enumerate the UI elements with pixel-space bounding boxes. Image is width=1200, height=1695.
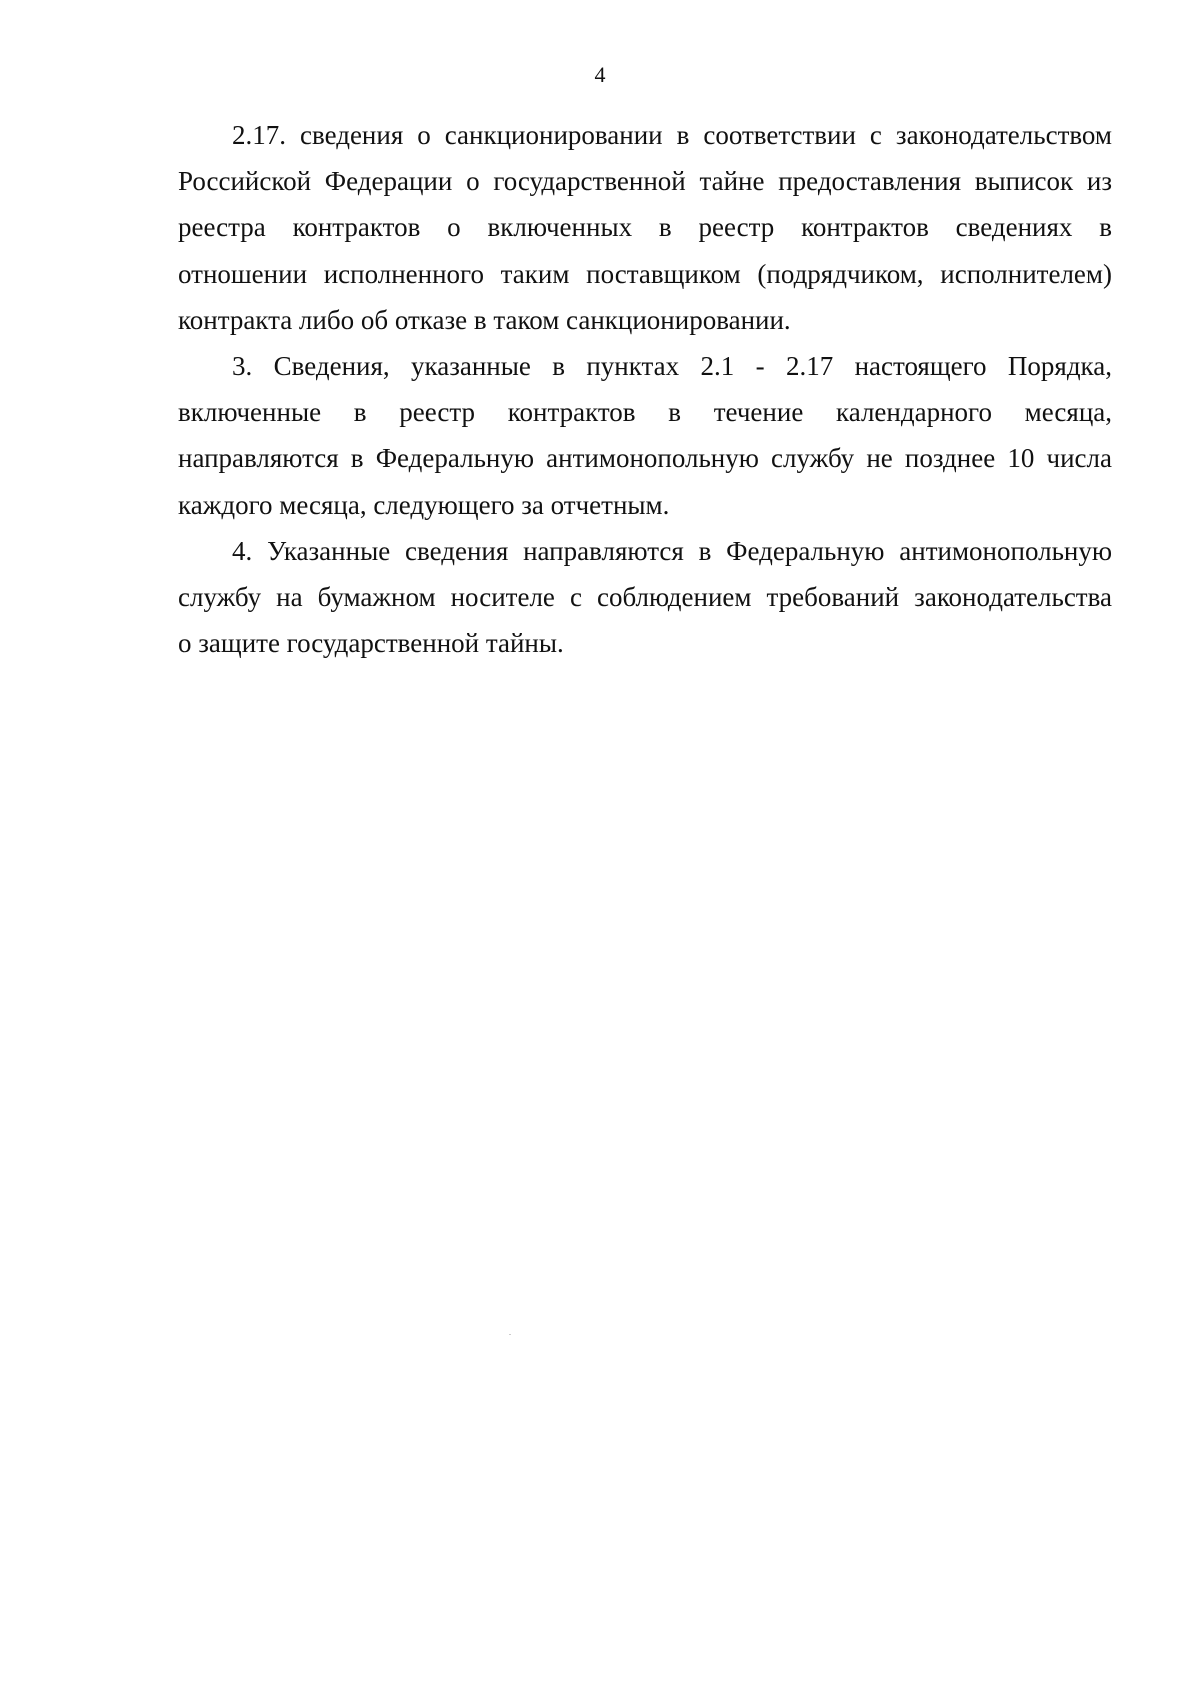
text-line: службу на бумажном носителе с соблюдением требований законодательства	[178, 582, 1112, 613]
text-line: контракта либо об отказе в таком санкционировании.	[178, 304, 791, 335]
page-number: 4	[594, 62, 606, 87]
text-line: направляются в Федеральную антимонопольную службу не позднее 10 числа	[178, 443, 1112, 474]
text-line: 3. Сведения, указанные в пунктах 2.1 - 2.17 настоящего Порядка,	[232, 351, 1112, 382]
paragraph-3	[178, 343, 1112, 528]
document-body	[178, 112, 1112, 666]
text-line: каждого месяца, следующего за отчетным.	[178, 489, 670, 520]
scan-artifact	[509, 1334, 511, 1335]
paragraph-2-17	[178, 112, 1112, 343]
text-line: о защите государственной тайны.	[178, 628, 564, 659]
text-line: отношении исполненного таким поставщиком (подрядчиком, исполнителем)	[178, 258, 1112, 289]
text-line: 4. Указанные сведения направляются в Федеральную антимонопольную	[232, 535, 1112, 566]
paragraph-4	[178, 528, 1112, 667]
text-line: Российской Федерации о государственной тайне предоставления выписок из	[178, 166, 1112, 197]
text-line: реестра контрактов о включенных в реестр контрактов сведениях в	[178, 212, 1112, 243]
text-line: 2.17. сведения о санкционировании в соответствии с законодательством	[232, 120, 1112, 150]
text-line: включенные в реестр контрактов в течение календарного месяца,	[178, 397, 1112, 428]
